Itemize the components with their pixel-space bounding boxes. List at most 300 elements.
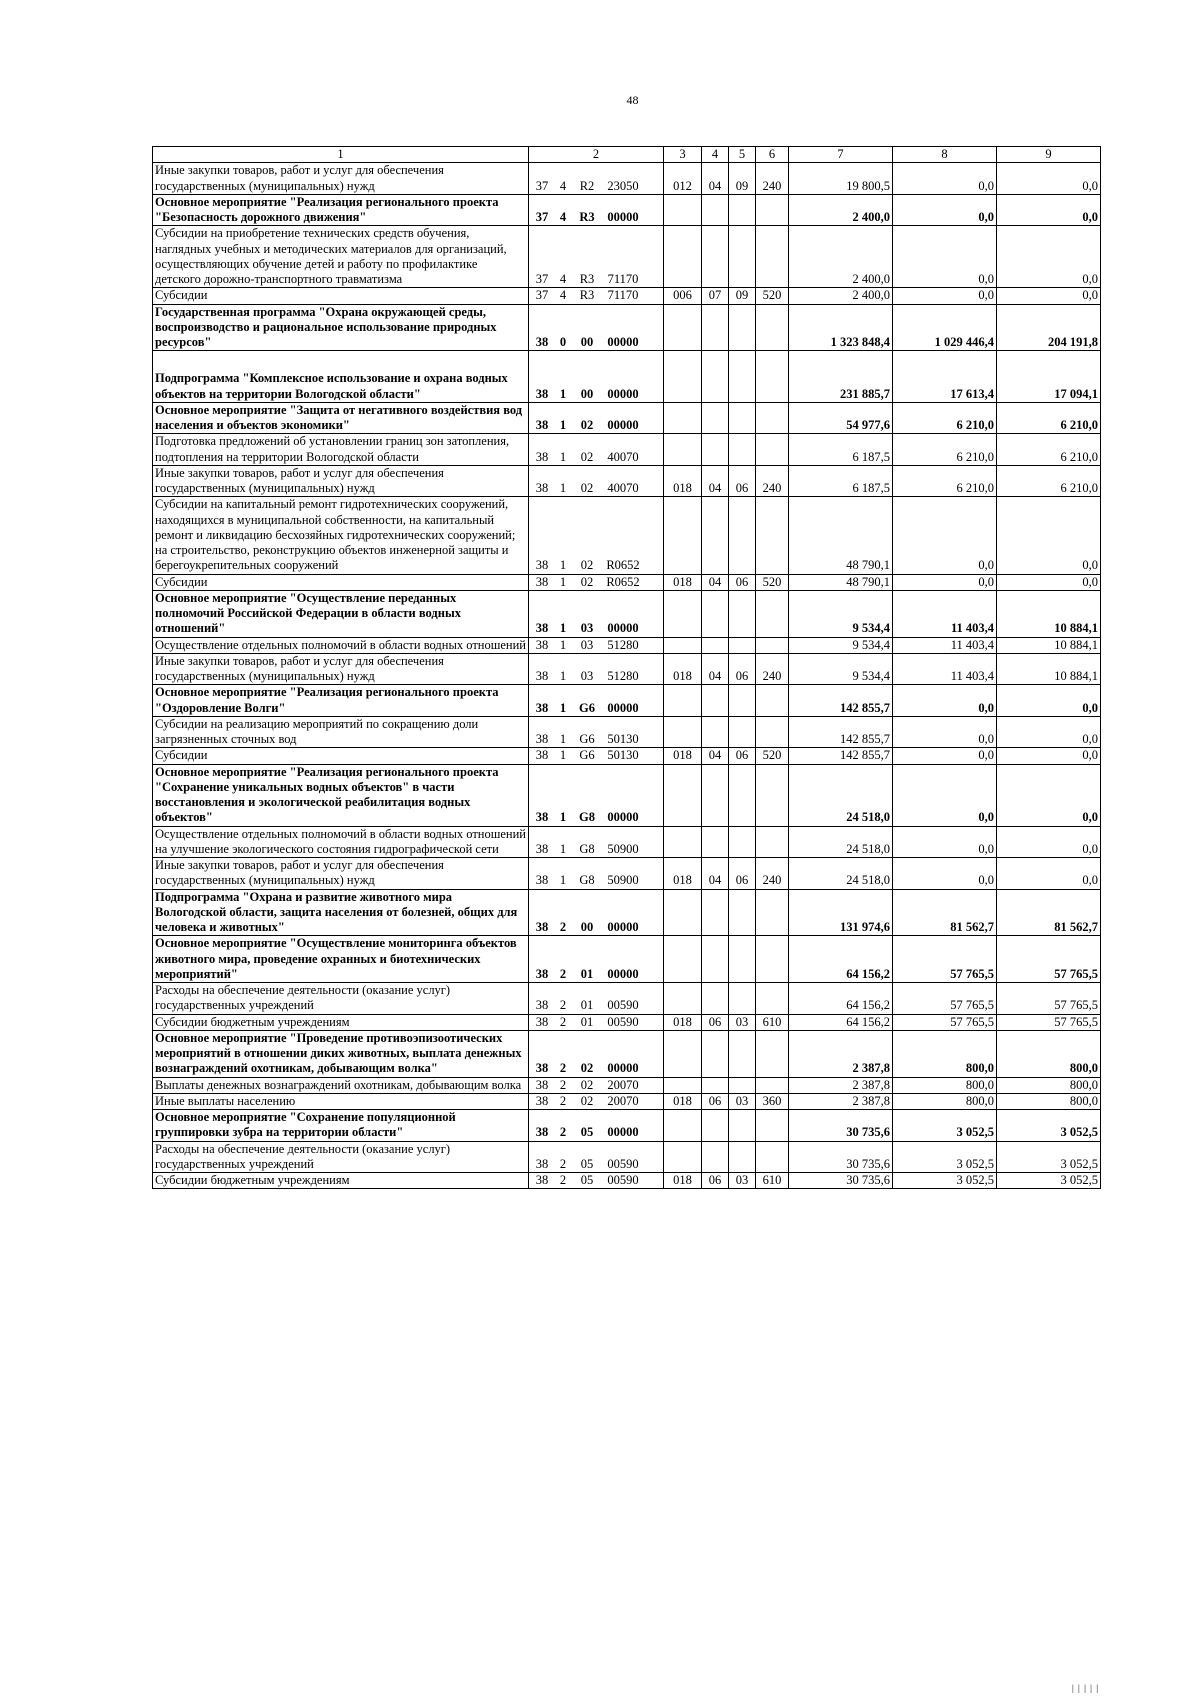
row-col-6: 240 <box>756 163 789 195</box>
row-col-9: 0,0 <box>997 764 1101 826</box>
row-col-9: 10 884,1 <box>997 653 1101 685</box>
code-program: 38 <box>535 1077 549 1092</box>
table-row <box>153 1030 1101 1077</box>
code-event: 05 <box>580 1173 594 1187</box>
table-row <box>153 351 1101 403</box>
code-event: R3 <box>579 210 595 224</box>
code-event: G8 <box>579 873 595 888</box>
row-name: Осуществление отдельных полномочий в области водных отношений на улучшение экологического состояния гидрографической сети <box>153 826 529 858</box>
row-col-3 <box>664 434 702 466</box>
table-row <box>153 590 1101 637</box>
row-col-3 <box>664 1030 702 1077</box>
code-program: 37 <box>535 178 549 193</box>
row-name: Субсидии бюджетным учреждениям <box>153 1173 529 1189</box>
row-name: Субсидии на приобретение технических средств обучения, наглядных учебных и методических материалов для организаций, осуществляющих обучение детей и работу по профилактике детского дорожно-транспортного травматизма <box>153 226 529 288</box>
code-subprogram: 1 <box>559 418 567 432</box>
code-subprogram: 2 <box>559 1093 567 1108</box>
row-name: Иные закупки товаров, работ и услуг для обеспечения государственных (муниципальных) нужд <box>153 465 529 497</box>
code-program: 38 <box>535 700 549 715</box>
code-program: 38 <box>535 637 549 652</box>
row-col-3: 018 <box>664 1093 702 1109</box>
row-col-4 <box>702 590 729 637</box>
code-subprogram: 1 <box>559 558 567 573</box>
row-col-8: 0,0 <box>893 497 997 574</box>
row-code <box>529 304 664 351</box>
row-name: Основное мероприятие "Реализация регионального проекта "Сохранение уникальных водных объектов" в части восстановления и экологической реабилитация водных объектов" <box>153 764 529 826</box>
row-col-6 <box>756 226 789 288</box>
row-col-7: 2 387,8 <box>789 1093 893 1109</box>
table-row <box>153 1110 1101 1142</box>
code-direction: 50900 <box>607 873 639 888</box>
row-col-8: 3 052,5 <box>893 1173 997 1189</box>
code-subprogram: 1 <box>559 574 567 589</box>
code-event: 01 <box>580 966 594 981</box>
row-col-8: 3 052,5 <box>893 1110 997 1142</box>
code-direction: 00000 <box>607 966 639 981</box>
row-col-4 <box>702 716 729 748</box>
row-col-9: 57 765,5 <box>997 1014 1101 1030</box>
row-col-3: 006 <box>664 288 702 304</box>
row-col-7: 30 735,6 <box>789 1110 893 1142</box>
code-direction: 71170 <box>607 272 639 286</box>
row-col-9: 0,0 <box>997 685 1101 717</box>
row-col-5: 09 <box>729 163 756 195</box>
row-col-4: 04 <box>702 748 729 764</box>
code-program: 38 <box>535 1156 549 1171</box>
code-subprogram: 2 <box>559 1125 567 1140</box>
code-event: 02 <box>580 418 594 432</box>
row-col-3: 018 <box>664 574 702 590</box>
row-col-6 <box>756 889 789 936</box>
row-col-4 <box>702 764 729 826</box>
row-col-4 <box>702 1141 729 1173</box>
row-col-5: 06 <box>729 858 756 890</box>
row-col-3: 018 <box>664 653 702 685</box>
row-code <box>529 402 664 434</box>
row-col-9: 0,0 <box>997 497 1101 574</box>
row-col-5 <box>729 304 756 351</box>
row-col-5 <box>729 716 756 748</box>
code-event: 03 <box>580 637 594 652</box>
code-event: R3 <box>579 288 595 303</box>
row-code <box>529 1110 664 1142</box>
row-col-4: 07 <box>702 288 729 304</box>
code-program: 38 <box>535 1014 549 1029</box>
code-program: 38 <box>535 810 549 825</box>
code-subprogram: 2 <box>559 966 567 981</box>
code-event: 02 <box>580 1061 594 1076</box>
row-col-6 <box>756 1077 789 1093</box>
code-program: 38 <box>535 1093 549 1108</box>
row-col-5 <box>729 1141 756 1173</box>
row-col-6 <box>756 1110 789 1142</box>
code-direction: 00000 <box>607 386 639 401</box>
row-col-9: 6 210,0 <box>997 434 1101 466</box>
row-col-8: 11 403,4 <box>893 637 997 653</box>
row-col-7: 19 800,5 <box>789 163 893 195</box>
code-subprogram: 0 <box>559 335 567 349</box>
row-col-5 <box>729 590 756 637</box>
row-code <box>529 858 664 890</box>
row-col-9: 3 052,5 <box>997 1110 1101 1142</box>
row-col-6 <box>756 497 789 574</box>
row-col-8: 17 613,4 <box>893 351 997 403</box>
row-col-5 <box>729 1030 756 1077</box>
row-col-5 <box>729 1077 756 1093</box>
row-col-8: 11 403,4 <box>893 653 997 685</box>
row-col-6: 240 <box>756 653 789 685</box>
row-name: Субсидии на капитальный ремонт гидротехнических сооружений, находящихся в муниципальной собственности, на капитальный ремонт и ликвидацию бесхозяйных гидротехнических сооружений; на строительство, реконструкцию объектов инженерной защиты и берегоукрепительных сооружений <box>153 497 529 574</box>
row-col-6 <box>756 304 789 351</box>
row-code <box>529 288 664 304</box>
code-subprogram: 1 <box>559 481 567 495</box>
row-col-4: 06 <box>702 1173 729 1189</box>
table-row <box>153 637 1101 653</box>
row-code <box>529 637 664 653</box>
row-col-4: 06 <box>702 1014 729 1030</box>
code-direction: R0652 <box>606 574 640 589</box>
code-program: 38 <box>535 1173 549 1187</box>
code-subprogram: 4 <box>559 210 567 224</box>
row-col-7: 142 855,7 <box>789 716 893 748</box>
row-col-9: 0,0 <box>997 716 1101 748</box>
row-col-7: 24 518,0 <box>789 826 893 858</box>
row-col-7: 30 735,6 <box>789 1141 893 1173</box>
table-row <box>153 402 1101 434</box>
code-direction: 00000 <box>607 1125 639 1140</box>
row-name: Основное мероприятие "Реализация регионального проекта "Оздоровление Волги" <box>153 685 529 717</box>
row-col-5 <box>729 194 756 226</box>
code-subprogram: 1 <box>559 669 567 683</box>
row-name: Субсидии бюджетным учреждениям <box>153 1014 529 1030</box>
row-col-5 <box>729 936 756 983</box>
row-col-8: 800,0 <box>893 1093 997 1109</box>
row-code <box>529 826 664 858</box>
row-col-7: 9 534,4 <box>789 653 893 685</box>
code-event: 05 <box>580 1156 594 1171</box>
row-code <box>529 590 664 637</box>
row-col-3: 012 <box>664 163 702 195</box>
row-col-7: 48 790,1 <box>789 574 893 590</box>
row-col-8: 81 562,7 <box>893 889 997 936</box>
row-code <box>529 983 664 1015</box>
table-body <box>153 163 1101 1189</box>
row-col-9: 0,0 <box>997 858 1101 890</box>
code-program: 38 <box>535 748 549 763</box>
row-col-7: 131 974,6 <box>789 889 893 936</box>
row-col-5 <box>729 889 756 936</box>
table-row <box>153 653 1101 685</box>
row-col-5: 09 <box>729 288 756 304</box>
code-direction: R0652 <box>606 558 640 573</box>
row-col-9: 10 884,1 <box>997 637 1101 653</box>
row-name: Основное мероприятие "Осуществление переданных полномочий Российской Федерации в области водных отношений" <box>153 590 529 637</box>
row-col-4 <box>702 889 729 936</box>
row-col-9: 800,0 <box>997 1093 1101 1109</box>
row-col-8: 0,0 <box>893 574 997 590</box>
row-col-9: 204 191,8 <box>997 304 1101 351</box>
row-col-7: 9 534,4 <box>789 637 893 653</box>
code-direction: 71170 <box>607 288 639 303</box>
row-col-7: 48 790,1 <box>789 497 893 574</box>
row-col-6 <box>756 590 789 637</box>
row-col-3 <box>664 590 702 637</box>
row-col-7: 142 855,7 <box>789 748 893 764</box>
row-col-5 <box>729 402 756 434</box>
row-col-7: 64 156,2 <box>789 936 893 983</box>
row-col-3 <box>664 194 702 226</box>
code-subprogram: 2 <box>559 1014 567 1029</box>
code-direction: 00000 <box>607 621 639 636</box>
row-col-7: 2 400,0 <box>789 288 893 304</box>
row-col-4 <box>702 434 729 466</box>
code-subprogram: 2 <box>559 1077 567 1092</box>
row-col-8: 57 765,5 <box>893 983 997 1015</box>
table-row <box>153 288 1101 304</box>
row-code <box>529 194 664 226</box>
row-col-6: 520 <box>756 288 789 304</box>
row-code <box>529 1014 664 1030</box>
row-col-6: 240 <box>756 858 789 890</box>
row-col-7: 142 855,7 <box>789 685 893 717</box>
header-col-8: 8 <box>893 147 997 163</box>
code-subprogram: 1 <box>559 621 567 636</box>
row-col-8: 0,0 <box>893 685 997 717</box>
row-code <box>529 716 664 748</box>
header-col-9: 9 <box>997 147 1101 163</box>
row-col-5 <box>729 637 756 653</box>
code-event: G8 <box>579 810 595 825</box>
table-row <box>153 1141 1101 1173</box>
row-col-8: 800,0 <box>893 1077 997 1093</box>
row-col-4 <box>702 983 729 1015</box>
row-col-6: 610 <box>756 1173 789 1189</box>
code-event: 02 <box>580 1093 594 1108</box>
row-name: Иные закупки товаров, работ и услуг для обеспечения государственных (муниципальных) нужд <box>153 653 529 685</box>
row-col-7: 24 518,0 <box>789 858 893 890</box>
row-name: Основное мероприятие "Сохранение популяционной группировки зубра на территории области" <box>153 1110 529 1142</box>
code-event: 01 <box>580 998 594 1013</box>
code-direction: 50900 <box>607 841 639 856</box>
code-program: 38 <box>535 1125 549 1140</box>
row-name: Расходы на обеспечение деятельности (оказание услуг) государственных учреждений <box>153 983 529 1015</box>
row-col-4 <box>702 1030 729 1077</box>
row-col-5: 06 <box>729 465 756 497</box>
code-event: 05 <box>580 1125 594 1140</box>
code-subprogram: 1 <box>559 386 567 401</box>
row-col-8: 0,0 <box>893 716 997 748</box>
code-direction: 00590 <box>607 1173 639 1187</box>
row-col-8: 0,0 <box>893 194 997 226</box>
row-col-9: 0,0 <box>997 288 1101 304</box>
row-col-5 <box>729 497 756 574</box>
row-col-5: 06 <box>729 748 756 764</box>
row-col-9: 3 052,5 <box>997 1173 1101 1189</box>
code-direction: 51280 <box>607 669 639 683</box>
code-event: 03 <box>580 621 594 636</box>
row-col-4 <box>702 194 729 226</box>
code-subprogram: 1 <box>559 748 567 763</box>
table-row <box>153 194 1101 226</box>
row-col-3 <box>664 1077 702 1093</box>
row-col-9: 0,0 <box>997 748 1101 764</box>
table-row <box>153 226 1101 288</box>
row-col-5 <box>729 983 756 1015</box>
code-program: 38 <box>535 920 549 934</box>
code-direction: 00000 <box>607 335 639 349</box>
row-col-4 <box>702 1110 729 1142</box>
code-program: 38 <box>535 873 549 888</box>
code-direction: 00000 <box>607 1061 639 1076</box>
code-event: 00 <box>580 335 594 349</box>
code-direction: 00590 <box>607 1156 639 1171</box>
code-event: 00 <box>580 386 594 401</box>
row-col-8: 0,0 <box>893 226 997 288</box>
row-col-8: 0,0 <box>893 748 997 764</box>
code-subprogram: 4 <box>559 288 567 303</box>
code-program: 38 <box>535 481 549 495</box>
row-col-4 <box>702 497 729 574</box>
row-col-6: 520 <box>756 574 789 590</box>
code-event: 02 <box>580 574 594 589</box>
row-col-3: 018 <box>664 1173 702 1189</box>
table-row <box>153 889 1101 936</box>
row-col-4 <box>702 826 729 858</box>
row-name: Подпрограмма "Охрана и развитие животного мира Вологодской области, защита населения от болезней, общих для человека и животных" <box>153 889 529 936</box>
code-direction: 40070 <box>607 481 639 495</box>
row-code <box>529 685 664 717</box>
row-code <box>529 653 664 685</box>
code-subprogram: 1 <box>559 449 567 464</box>
table-row <box>153 748 1101 764</box>
row-col-4: 04 <box>702 465 729 497</box>
row-col-8: 800,0 <box>893 1030 997 1077</box>
code-program: 38 <box>535 558 549 573</box>
row-col-6 <box>756 351 789 403</box>
code-subprogram: 2 <box>559 1173 567 1187</box>
code-event: G8 <box>579 841 595 856</box>
row-name: Осуществление отдельных полномочий в области водных отношений <box>153 637 529 653</box>
row-col-4 <box>702 936 729 983</box>
row-col-8: 0,0 <box>893 858 997 890</box>
row-col-4: 04 <box>702 858 729 890</box>
code-subprogram: 1 <box>559 841 567 856</box>
row-col-5 <box>729 434 756 466</box>
code-program: 38 <box>535 966 549 981</box>
row-code <box>529 1141 664 1173</box>
row-col-6: 610 <box>756 1014 789 1030</box>
code-program: 37 <box>535 288 549 303</box>
code-program: 38 <box>535 574 549 589</box>
header-row <box>153 147 1101 163</box>
code-program: 38 <box>535 449 549 464</box>
code-event: G6 <box>579 748 595 763</box>
header-col-5: 5 <box>729 147 756 163</box>
row-col-6: 520 <box>756 748 789 764</box>
row-name: Государственная программа "Охрана окружающей среды, воспроизводство и рациональное использование природных ресурсов" <box>153 304 529 351</box>
code-direction: 00590 <box>607 998 639 1013</box>
row-col-7: 2 387,8 <box>789 1030 893 1077</box>
code-program: 38 <box>535 1061 549 1076</box>
row-col-7: 2 400,0 <box>789 194 893 226</box>
row-col-9: 0,0 <box>997 194 1101 226</box>
table-row <box>153 304 1101 351</box>
row-col-6 <box>756 826 789 858</box>
code-direction: 20070 <box>607 1093 639 1108</box>
row-col-3: 018 <box>664 858 702 890</box>
row-col-6: 240 <box>756 465 789 497</box>
row-code <box>529 163 664 195</box>
row-code <box>529 1173 664 1189</box>
row-col-9: 6 210,0 <box>997 465 1101 497</box>
code-direction: 50130 <box>607 732 639 746</box>
code-event: 02 <box>580 1077 594 1092</box>
code-program: 38 <box>535 998 549 1013</box>
row-col-9: 800,0 <box>997 1077 1101 1093</box>
table-row <box>153 1014 1101 1030</box>
row-col-9: 17 094,1 <box>997 351 1101 403</box>
row-code <box>529 889 664 936</box>
row-col-7: 30 735,6 <box>789 1173 893 1189</box>
header-col-4: 4 <box>702 147 729 163</box>
row-col-9: 6 210,0 <box>997 402 1101 434</box>
row-col-7: 54 977,6 <box>789 402 893 434</box>
row-col-7: 2 400,0 <box>789 226 893 288</box>
code-program: 38 <box>535 841 549 856</box>
header-col-7: 7 <box>789 147 893 163</box>
row-code <box>529 497 664 574</box>
code-event: 01 <box>580 1014 594 1029</box>
code-direction: 20070 <box>607 1077 639 1092</box>
row-name: Иные выплаты населению <box>153 1093 529 1109</box>
row-col-3 <box>664 983 702 1015</box>
row-name: Иные закупки товаров, работ и услуг для обеспечения государственных (муниципальных) нужд <box>153 858 529 890</box>
row-col-3 <box>664 497 702 574</box>
row-col-3 <box>664 1141 702 1173</box>
row-col-4 <box>702 1077 729 1093</box>
table-row <box>153 764 1101 826</box>
row-col-6 <box>756 637 789 653</box>
code-direction: 00000 <box>607 700 639 715</box>
code-event: G6 <box>579 700 595 715</box>
code-program: 38 <box>535 669 549 683</box>
code-program: 38 <box>535 386 549 401</box>
row-col-5 <box>729 1110 756 1142</box>
row-col-9: 57 765,5 <box>997 983 1101 1015</box>
row-col-3 <box>664 936 702 983</box>
table-row <box>153 497 1101 574</box>
row-col-6 <box>756 1030 789 1077</box>
row-col-7: 24 518,0 <box>789 764 893 826</box>
row-col-3 <box>664 716 702 748</box>
code-direction: 00590 <box>607 1014 639 1029</box>
row-name: Основное мероприятие "Проведение противоэпизоотических мероприятий в отношении диких животных, выплата денежных вознаграждений охотникам, добывающим волка" <box>153 1030 529 1077</box>
row-name: Расходы на обеспечение деятельности (оказание услуг) государственных учреждений <box>153 1141 529 1173</box>
row-col-3 <box>664 1110 702 1142</box>
row-col-5 <box>729 764 756 826</box>
row-name: Субсидии <box>153 748 529 764</box>
header-col-3: 3 <box>664 147 702 163</box>
code-program: 38 <box>535 732 549 746</box>
row-col-3 <box>664 826 702 858</box>
row-col-6: 360 <box>756 1093 789 1109</box>
row-col-7: 2 387,8 <box>789 1077 893 1093</box>
code-subprogram: 1 <box>559 810 567 825</box>
code-direction: 00000 <box>607 920 639 934</box>
row-col-8: 6 210,0 <box>893 434 997 466</box>
row-name: Субсидии <box>153 288 529 304</box>
row-col-6 <box>756 194 789 226</box>
